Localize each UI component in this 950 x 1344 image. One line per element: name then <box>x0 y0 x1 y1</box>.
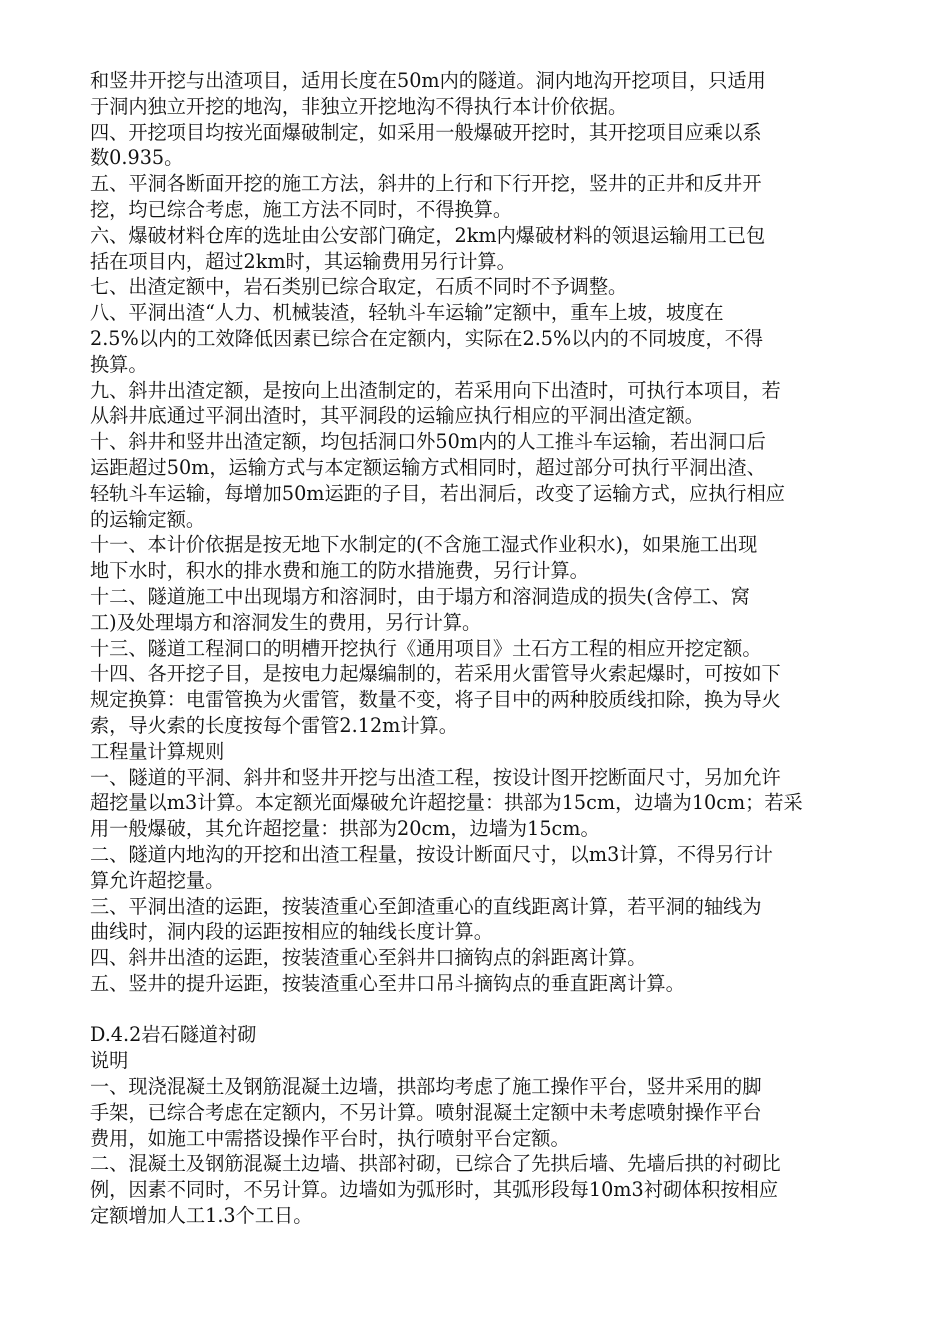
text-line: 十一、本计价依据是按无地下水制定的(不含施工湿式作业积水)，如果施工出现 <box>90 533 758 557</box>
text-line: 运距超过50m，运输方式与本定额运输方式相同时，超过部分可执行平洞出渣、 <box>90 455 766 479</box>
text-line: 十三、隧道工程洞口的明槽开挖执行《通用项目》土石方工程的相应开挖定额。 <box>90 636 762 660</box>
section-tunnel-lining <box>90 1022 862 1228</box>
text-line: 数0.935。 <box>90 146 184 170</box>
text-line: 五、竖井的提升运距，按装渣重心至井口吊斗摘钩点的垂直距离计算。 <box>90 971 685 995</box>
text-line: 六、爆破材料仓库的选址由公安部门确定，2km内爆破材料的领退运输用工已包 <box>90 223 766 247</box>
text-line: 三、平洞出渣的运距，按装渣重心至卸渣重心的直线距离计算，若平洞的轴线为 <box>90 894 762 918</box>
text-line: 挖，均已综合考虑，施工方法不同时，不得换算。 <box>90 197 513 221</box>
text-line: 规定换算：电雷管换为火雷管，数量不变，将子目中的两种胶质线扣除，换为导火 <box>90 688 781 712</box>
text-line: 一、现浇混凝土及钢筋混凝土边墙，拱部均考虑了施工操作平台，竖井采用的脚 <box>90 1075 762 1099</box>
section-heading: 工程量计算规则 <box>90 739 225 763</box>
text-line: 四、开挖项目均按光面爆破制定，如采用一般爆破开挖时，其开挖项目应乘以系 <box>90 120 762 144</box>
text-line: 五、平洞各断面开挖的施工方法，斜井的上行和下行开挖，竖井的正井和反井开 <box>90 172 762 196</box>
text-line: 九、斜井出渣定额，是按向上出渣制定的，若采用向下出渣时，可执行本项目，若 <box>90 378 781 402</box>
text-line: 十二、隧道施工中出现塌方和溶洞时，由于塌方和溶洞造成的损失(含停工、窝 <box>90 584 750 608</box>
paragraph-spacer <box>90 997 862 1023</box>
text-line: 轻轨斗车运输，每增加50m运距的子目，若出洞后，改变了运输方式，应执行相应 <box>90 481 785 505</box>
text-line: 二、混凝土及钢筋混凝土边墙、拱部衬砌，已综合了先拱后墙、先墙后拱的衬砌比 <box>90 1152 781 1176</box>
text-line: 和竖井开挖与出渣项目，适用长度在50m内的隧道。洞内地沟开挖项目，只适用 <box>90 69 766 92</box>
text-line: 工)及处理塌方和溶洞发生的费用，另行计算。 <box>90 610 482 634</box>
section-title: D.4.2岩石隧道衬砌 <box>90 1023 257 1047</box>
text-line: 四、斜井出渣的运距，按装渣重心至斜井口摘钩点的斜距离计算。 <box>90 946 647 970</box>
text-line: 定额增加人工1.3个工日。 <box>90 1204 313 1228</box>
text-line: 八、平洞出渣“人力、机械装渣，轻轨斗车运输”定额中，重车上坡，坡度在 <box>90 301 724 325</box>
text-line: 用一般爆破，其允许超挖量：拱部为20cm，边墙为15cm。 <box>90 817 600 841</box>
text-line: 于洞内独立开挖的地沟，非独立开挖地沟不得执行本计价依据。 <box>90 94 628 118</box>
text-line: 二、隧道内地沟的开挖和出渣工程量，按设计断面尺寸，以m3计算，不得另行计 <box>90 842 773 866</box>
text-line: 曲线时，洞内段的运距按相应的轴线长度计算。 <box>90 920 493 944</box>
text-line: 的运输定额。 <box>90 507 206 531</box>
text-line: 超挖量以m3计算。本定额光面爆破允许超挖量：拱部为15cm，边墙为10cm；若采 <box>90 791 803 815</box>
text-line: 地下水时，积水的排水费和施工的防水措施费，另行计算。 <box>90 559 589 583</box>
text-line: 一、隧道的平洞、斜井和竖井开挖与出渣工程，按设计图开挖断面尺寸，另加允许 <box>90 765 781 789</box>
text-line: 括在项目内，超过2km时，其运输费用另行计算。 <box>90 249 516 273</box>
section-heading: 说明 <box>90 1049 129 1073</box>
document-page <box>90 68 862 1229</box>
text-line: 从斜井底通过平洞出渣时，其平洞段的运输应执行相应的平洞出渣定额。 <box>90 404 704 428</box>
text-line: 算允许超挖量。 <box>90 868 225 892</box>
text-line: 例，因素不同时，不另计算。边墙如为弧形时，其弧形段每10m3衬砌体积按相应 <box>90 1178 779 1202</box>
text-line: 手架，已综合考虑在定额内，不另计算。喷射混凝土定额中未考虑喷射操作平台 <box>90 1100 762 1124</box>
text-line: 十四、各开挖子目，是按电力起爆编制的，若采用火雷管导火索起爆时，可按如下 <box>90 662 781 686</box>
text-line: 换算。 <box>90 352 148 376</box>
text-line: 2.5%以内的工效降低因素已综合在定额内，实际在2.5%以内的不同坡度，不得 <box>90 326 764 350</box>
text-line: 索，导火索的长度按每个雷管2.12m计算。 <box>90 713 458 737</box>
text-line: 十、斜井和竖井出渣定额，均包括洞口外50m内的人工推斗车运输，若出洞口后 <box>90 430 766 454</box>
text-line: 七、出渣定额中，岩石类别已综合取定，石质不同时不予调整。 <box>90 275 628 299</box>
section-tunnel-excavation <box>90 68 862 997</box>
text-line: 费用，如施工中需搭设操作平台时，执行喷射平台定额。 <box>90 1126 570 1150</box>
